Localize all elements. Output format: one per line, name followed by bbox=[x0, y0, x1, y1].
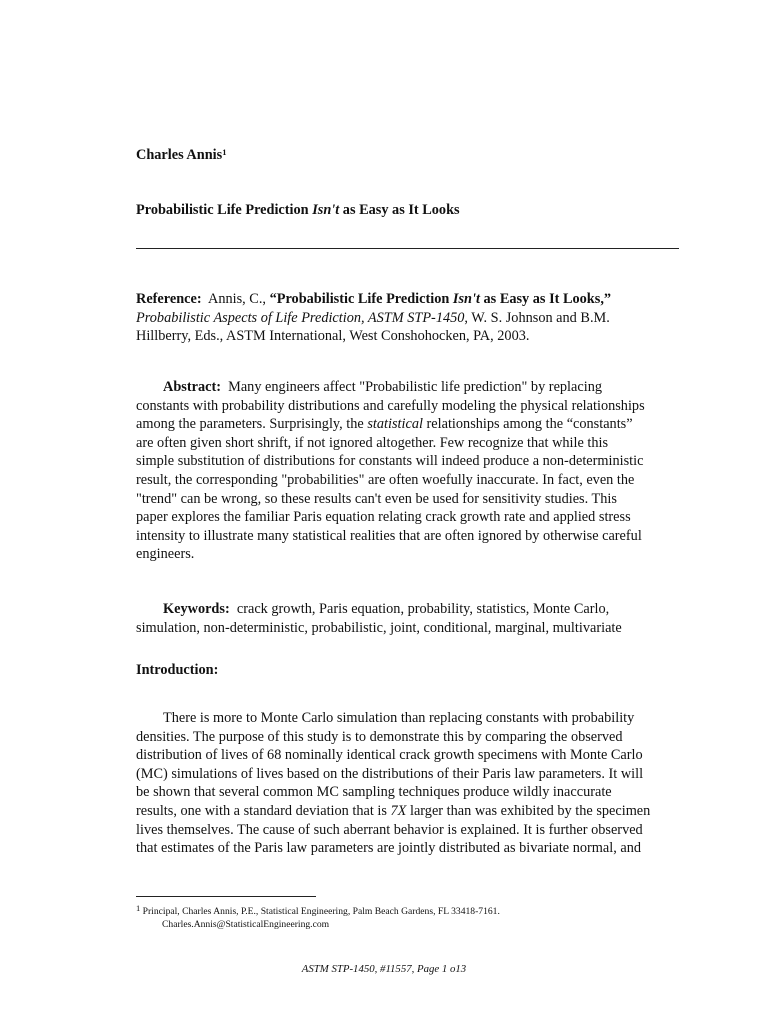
title-text-b: as Easy as It Looks bbox=[339, 202, 460, 218]
abstract-line-2: constants with probability distributions and carefully modeling the physical relationships bbox=[136, 397, 645, 414]
keywords-line-2: simulation, non-deterministic, probabilistic, joint, conditional, marginal, multivariate bbox=[136, 619, 622, 636]
intro-line-8: that estimates of the Paris law parameters are jointly distributed as bivariate normal, and bbox=[136, 840, 641, 857]
footnote bbox=[136, 905, 696, 931]
abstract-line-6: result, the corresponding "probabilities" are often woefully inaccurate. In fact, even the bbox=[136, 471, 635, 488]
footnote-email: Charles.Annis@StatisticalEngineering.com bbox=[162, 919, 330, 930]
intro-line-2: densities. The purpose of this study is to demonstrate this by comparing the observed bbox=[136, 728, 623, 745]
footnote-line-1 bbox=[136, 905, 696, 918]
abstract-line-9: intensity to illustrate many statistical realities that are often ignored by otherwise careful bbox=[136, 527, 642, 544]
keywords-label: Keywords: bbox=[163, 601, 230, 617]
keywords-block bbox=[136, 600, 682, 637]
keywords-text: crack growth, Paris equation, probability, statistics, Monte Carlo, bbox=[236, 601, 610, 617]
abstract-emph: statistical bbox=[367, 416, 423, 433]
footnote-separator bbox=[136, 896, 316, 897]
intro-text: results, one with a standard deviation that is bbox=[136, 802, 391, 819]
intro-line-7: lives themselves. The cause of such aberrant behavior is explained. It is further observed bbox=[136, 821, 643, 838]
author-line bbox=[136, 146, 682, 165]
title-separator bbox=[136, 248, 679, 249]
keywords-line-1 bbox=[136, 600, 682, 619]
reference-title-emph: Isn't bbox=[452, 291, 480, 307]
intro-emph: 7X bbox=[390, 802, 407, 819]
introduction-heading: Introduction: bbox=[136, 662, 219, 678]
abstract-line-7: "trend" can be wrong, so these results can't even be used for sensitivity studies. This bbox=[136, 490, 617, 507]
title-text-emph: Isn't bbox=[312, 202, 340, 218]
intro-text: larger than was exhibited by the specimen bbox=[406, 802, 651, 819]
reference-book: Probabilistic Aspects of Life Prediction, ASTM STP-1450 bbox=[136, 309, 465, 326]
author-name: Charles Annis bbox=[136, 147, 223, 163]
abstract-line-10: engineers. bbox=[136, 546, 195, 563]
reference-editors: , W. S. Johnson and B.M. bbox=[464, 309, 610, 326]
introduction-body bbox=[136, 709, 682, 858]
abstract-text: among the parameters. Surprisingly, the bbox=[136, 416, 368, 433]
footnote-mark: 1 bbox=[136, 903, 141, 913]
reference-title-a: “Probabilistic Life Prediction bbox=[269, 291, 453, 307]
reference-line-3: Hillberry, Eds., ASTM International, West Conshohocken, PA, 2003. bbox=[136, 328, 530, 345]
reference-line-2 bbox=[136, 309, 682, 328]
paper-title bbox=[136, 201, 682, 220]
intro-line-6 bbox=[136, 802, 682, 821]
abstract-line-5: simple substitution of distributions for constants will indeed produce a non-deterministic bbox=[136, 453, 644, 470]
abstract-line-1 bbox=[136, 378, 682, 397]
reference-block bbox=[136, 290, 682, 346]
reference-line-1 bbox=[136, 290, 682, 309]
intro-line-1: There is more to Monte Carlo simulation than replacing constants with probability bbox=[163, 710, 635, 726]
intro-line-5: be shown that several common MC sampling techniques produce wildly inaccurate bbox=[136, 784, 612, 801]
reference-text: Annis, C., bbox=[208, 291, 270, 307]
reference-title-b: as Easy as It Looks,” bbox=[479, 291, 612, 307]
page-footer: ASTM STP-1450, #11557, Page 1 o13 bbox=[301, 963, 467, 975]
intro-line-4: (MC) simulations of lives based on the distributions of their Paris law parameters. It will bbox=[136, 765, 644, 782]
abstract-text: Many engineers affect "Probabilistic life prediction" by replacing bbox=[228, 379, 602, 395]
abstract-line-4: are often given short shrift, if not ignored altogether. Few recognize that while this bbox=[136, 434, 609, 451]
title-text-a: Probabilistic Life Prediction bbox=[136, 202, 313, 218]
abstract-text: relationships among the “constants” bbox=[422, 416, 633, 433]
intro-line-3: distribution of lives of 68 nominally identical crack growth specimens with Monte Carlo bbox=[136, 747, 643, 764]
reference-label: Reference: bbox=[136, 291, 202, 307]
abstract-block bbox=[136, 378, 682, 564]
abstract-label: Abstract: bbox=[163, 379, 221, 395]
abstract-line-8: paper explores the familiar Paris equation relating crack growth rate and applied stress bbox=[136, 509, 631, 526]
abstract-line-3 bbox=[136, 415, 682, 434]
footnote-text: Principal, Charles Annis, P.E., Statistical Engineering, Palm Beach Gardens, FL 33418-7161. bbox=[140, 906, 500, 917]
author-footnote-mark: 1 bbox=[222, 147, 227, 157]
